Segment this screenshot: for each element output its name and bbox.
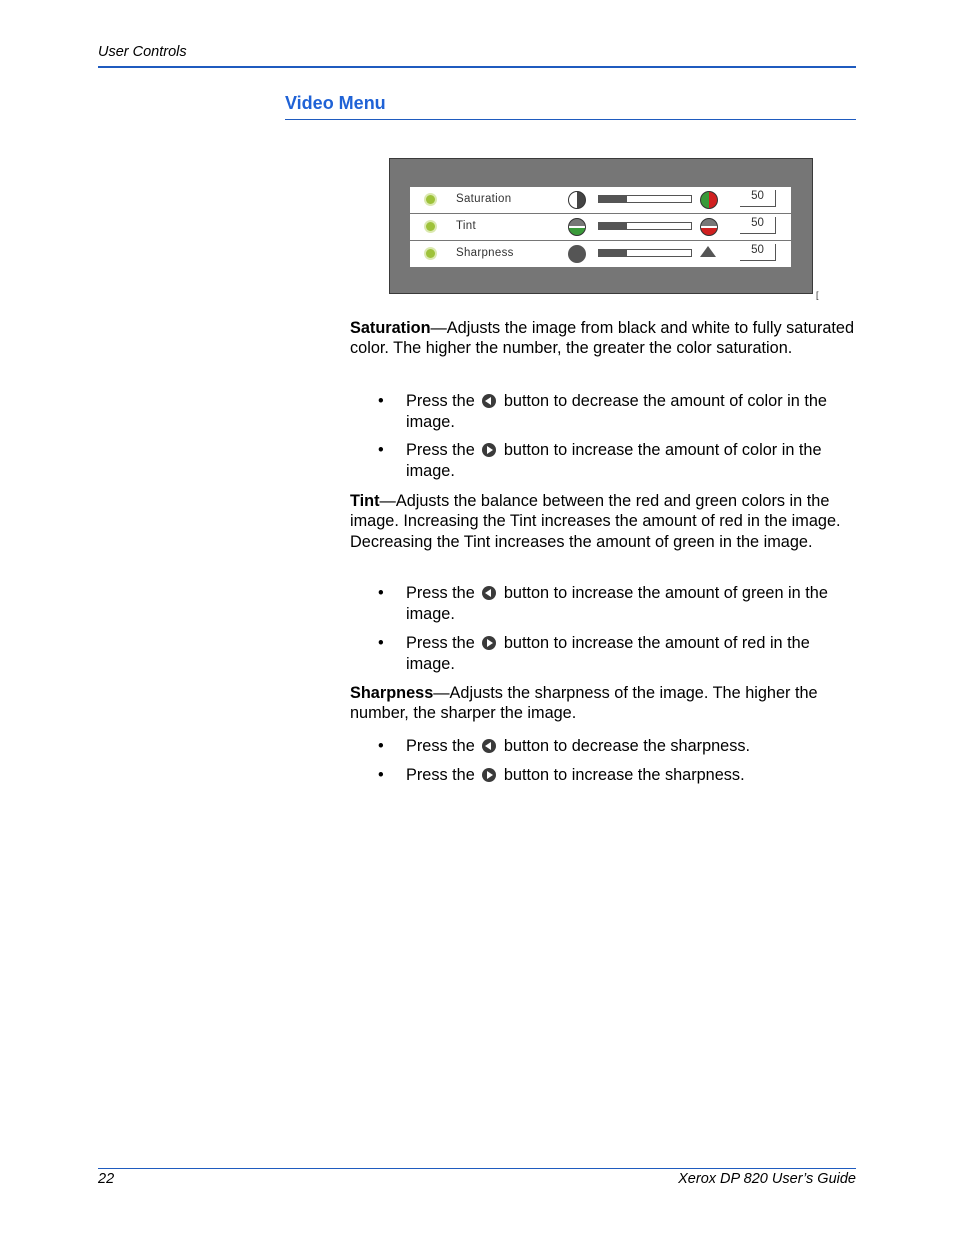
red-tint-icon <box>700 218 718 236</box>
bullet-mark: • <box>378 441 384 459</box>
footer-rule <box>98 1168 856 1169</box>
saturation-slider <box>598 195 692 203</box>
tint-desc: —Adjusts the balance between the red and green colors in the image. Increasing the Tint increases the amount of red in the image. Decreasing the Tint increases the amount of green in the image. <box>350 492 841 551</box>
saturation-slider-fill <box>599 196 627 202</box>
contrast-half-circle-icon <box>568 191 586 209</box>
osd-row-tint <box>410 214 791 240</box>
sharpness-desc: —Adjusts the sharpness of the image. The higher the number, the sharper the image. <box>350 684 818 723</box>
bullet-pre: Press the <box>406 766 475 784</box>
tint-value: 50 <box>740 217 776 234</box>
bullet-mark: • <box>378 737 384 755</box>
color-circle-icon <box>700 191 718 209</box>
osd-label-saturation: Saturation <box>456 193 512 205</box>
guide-title: Xerox DP 820 User’s Guide <box>678 1171 856 1187</box>
sharp-triangle-icon <box>700 246 716 257</box>
osd-row-saturation <box>410 187 791 213</box>
running-header: User Controls <box>98 44 187 60</box>
tint-paragraph <box>350 491 856 552</box>
right-arrow-button-icon <box>482 768 496 782</box>
bullet-mark: • <box>378 392 384 410</box>
section-rule <box>285 119 856 120</box>
selector-dot-icon <box>426 249 435 258</box>
bullet-post: button to decrease the amount of color in the image. <box>406 392 827 431</box>
bullet-mark: • <box>378 634 384 652</box>
bullet-post: button to increase the amount of red in the image. <box>406 634 810 673</box>
tint-slider <box>598 222 692 230</box>
bullet-mark: • <box>378 584 384 602</box>
bullet-pre: Press the <box>406 392 475 410</box>
sharpness-term: Sharpness <box>350 684 434 702</box>
saturation-desc: —Adjusts the image from black and white to fully saturated color. The higher the number, the greater the color saturation. <box>350 319 855 358</box>
video-menu-osd <box>389 158 813 294</box>
osd-label-sharpness: Sharpness <box>456 247 514 259</box>
figure-corner-mark: [ <box>816 290 819 300</box>
selector-dot-icon <box>426 195 435 204</box>
bullet-post: button to increase the sharpness. <box>503 766 745 784</box>
saturation-paragraph <box>350 318 856 359</box>
saturation-value: 50 <box>740 190 776 207</box>
left-arrow-button-icon <box>482 586 496 600</box>
tint-slider-fill <box>599 223 627 229</box>
bullet-pre: Press the <box>406 737 475 755</box>
sharpness-slider-fill <box>599 250 627 256</box>
green-tint-icon <box>568 218 586 236</box>
osd-row-sharpness <box>410 241 791 267</box>
page-number: 22 <box>98 1171 115 1187</box>
selector-dot-icon <box>426 222 435 231</box>
bullet-post: button to increase the amount of color in the image. <box>406 441 822 480</box>
bullet-pre: Press the <box>406 634 475 652</box>
header-rule <box>98 66 856 68</box>
left-arrow-button-icon <box>482 739 496 753</box>
right-arrow-button-icon <box>482 443 496 457</box>
bullet-post: button to increase the amount of green in the image. <box>406 584 828 623</box>
bullet-pre: Press the <box>406 584 475 602</box>
tint-term: Tint <box>350 492 380 510</box>
osd-label-tint: Tint <box>456 220 476 232</box>
left-arrow-button-icon <box>482 394 496 408</box>
bullet-post: button to decrease the sharpness. <box>503 737 751 755</box>
soft-circle-icon <box>568 245 586 263</box>
sharpness-paragraph <box>350 683 856 724</box>
sharpness-value: 50 <box>740 244 776 261</box>
bullet-pre: Press the <box>406 441 475 459</box>
bullet-mark: • <box>378 766 384 784</box>
sharpness-slider <box>598 249 692 257</box>
section-title: Video Menu <box>285 93 386 113</box>
saturation-term: Saturation <box>350 319 431 337</box>
right-arrow-button-icon <box>482 636 496 650</box>
